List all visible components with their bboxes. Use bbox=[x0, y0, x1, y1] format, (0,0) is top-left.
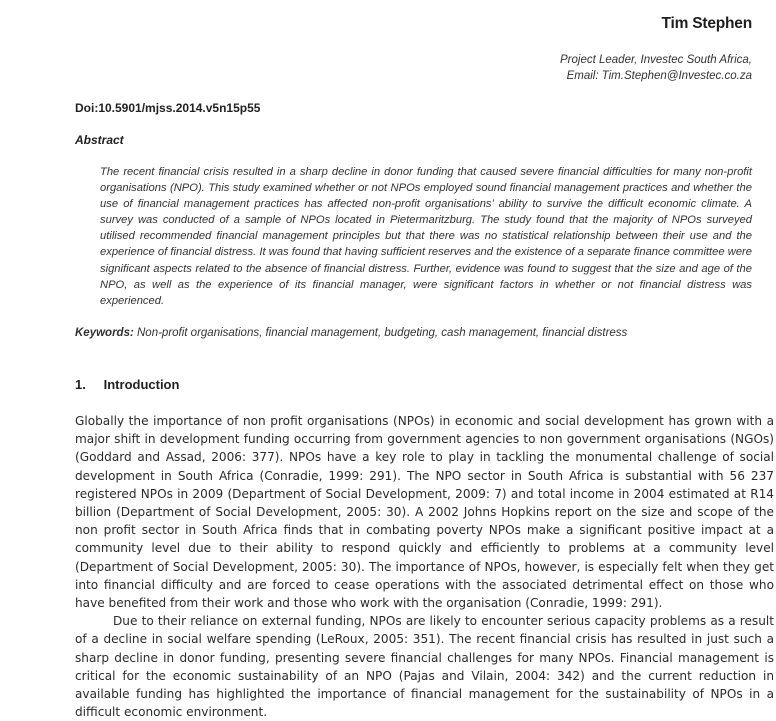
section-title: Introduction bbox=[103, 377, 180, 392]
author-name: Tim Stephen bbox=[661, 15, 752, 32]
section-heading bbox=[75, 377, 179, 392]
affiliation-line: Project Leader, Investec South Africa, bbox=[560, 54, 752, 66]
abstract-text: The recent financial crisis resulted in a sharp decline in donor funding that caused severe financial difficulties for many non-profit organisations (NPO). This study examined whether or not NPOs employed sound financial management practices and whether the use of financial management practices has affected non-profit organisations’ ability to survive the difficult economic climate. A survey was conducted of a sample of NPOs located in Pietermaritzburg. The study found that the majority of NPOs surveyed utilised recommended financial management principles but that there was no statistical relationship between their use and the experience of financial distress. It was found that having sufficient reserves and the existence of a separate finance committee were significant aspects related to the absence of financial distress. Further, evidence was found to suggest that the size and age of the NPO, as well as the experience of its financial manager, were significant factors in whether or not financial distress was experienced. bbox=[100, 166, 752, 307]
body-text bbox=[75, 412, 774, 721]
doi: Doi:10.5901/mjss.2014.v5n15p55 bbox=[75, 101, 261, 115]
paragraph: Due to their reliance on external funding, NPOs are likely to encounter serious capacity problems as a result of a decline in social welfare spending (LeRoux, 2005: 351). The recent financial crisis has resulted in just such a sharp decline in donor funding, presenting severe financial challenges for many NPOs. Financial management is critical for the economic sustainability of an NPO (Pajas and Vilain, 2004: 342) and the current reduction in available funding has highlighted the importance of financial management for the sustainability of NPOs in a difficult economic environment. bbox=[75, 614, 774, 720]
keywords bbox=[75, 327, 775, 339]
section-number: 1. bbox=[75, 377, 86, 392]
author-email: Email: Tim.Stephen@Investec.co.za bbox=[566, 70, 752, 82]
paragraph: Globally the importance of non profit organisations (NPOs) in economic and social development has grown with a major shift in development funding occurring from government agencies to non government organisations (NGOs) (Goddard and Assad, 2006: 377). NPOs have a key role to play in tackling the monumental challenge of social development in South Africa (Conradie, 1999: 291). The NPO sector in South Africa is substantial with 56 237 registered NPOs in 2009 (Department of Social Development, 2009: 7) and total income in 2004 estimated at R14 billion (Department of Social Development, 2005: 30). A 2002 Johns Hopkins report on the size and scope of the non profit sector in South Africa finds that in combating poverty NPOs make a significant positive impact at a community level due to their ability to respond quickly and efficiently to problems at a community level (Department of Social Development, 2005: 30). The importance of NPOs, however, is especially felt when they get into financial difficulty and are forced to cease operations with the associated detrimental effect on those who have benefited from their work and those who work with the organisation (Conradie, 1999: 291). bbox=[75, 414, 774, 611]
author-affiliation bbox=[560, 52, 752, 84]
abstract-heading: Abstract bbox=[75, 133, 124, 147]
keywords-label: Keywords: bbox=[75, 327, 134, 339]
keywords-text: Non-profit organisations, financial management, budgeting, cash management, financial distress bbox=[137, 327, 628, 339]
